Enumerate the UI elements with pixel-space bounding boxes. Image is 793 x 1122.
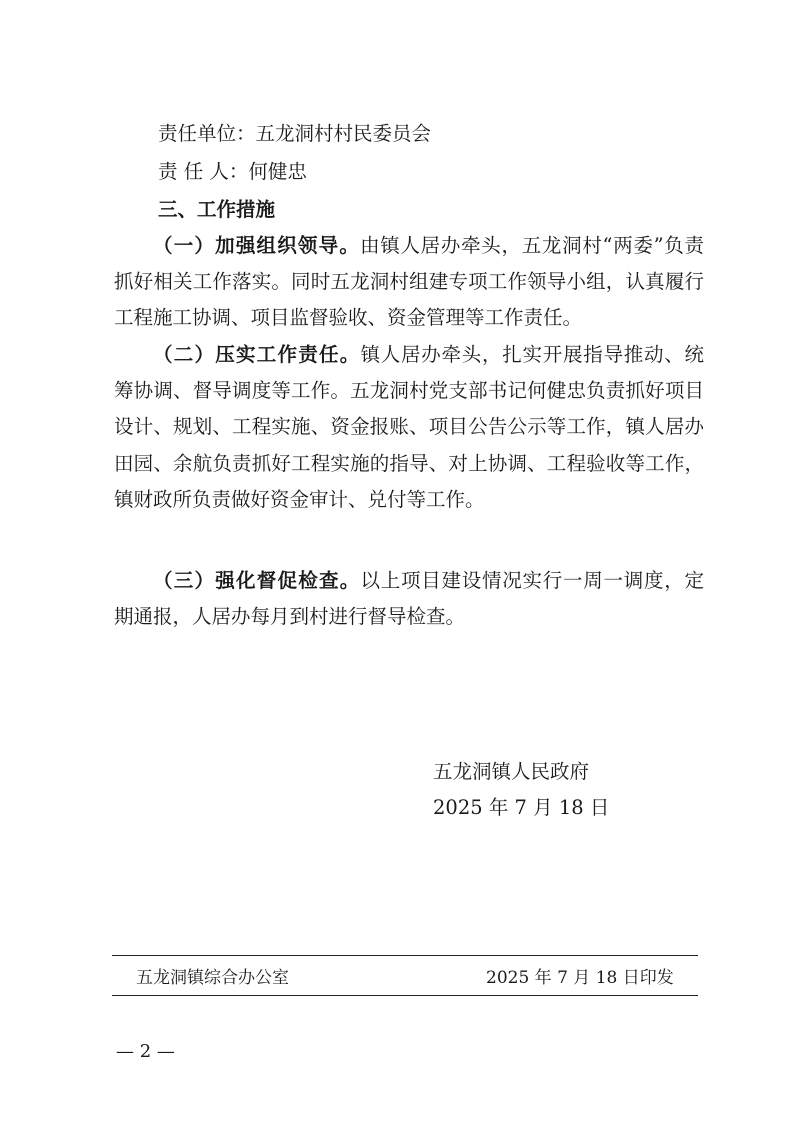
section-heading: 三、工作措施: [158, 198, 276, 221]
signature-date: 2025 年 7 月 18 日: [433, 796, 610, 819]
measure-paragraph-2: [114, 337, 704, 518]
footer-bottom-rule: [112, 995, 698, 996]
responsible-unit-label: 责任单位：: [158, 122, 256, 145]
measure-lead-2: （二）压实工作责任。: [153, 343, 361, 366]
responsible-person-value: 何健忠: [248, 160, 307, 183]
measure-paragraph-3: [114, 563, 704, 635]
measure-text-3: 以上项目建设情况实行一周一调度，定期通报，人居办每月到村进行督导检查。: [114, 569, 704, 629]
responsible-unit-value: 五龙洞村村民委员会: [255, 122, 432, 145]
measure-lead-1: （一）加强组织领导。: [153, 234, 361, 257]
footer-issuer: 五龙洞镇综合办公室: [136, 968, 289, 988]
measure-text-2: 镇人居办牵头，扎实开展指导推动、统筹协调、督导调度等工作。五龙洞村党支部书记何健忠负责抓好项目设计、规划、工程实施、资金报账、项目公告公示等工作，镇人居办田园、余航负责抓好工程实施的指导、对上协调、工程验收等工作，镇财政所负责做好资金审计、兑付等工作。: [114, 343, 704, 511]
responsible-person-line: [158, 158, 307, 186]
responsible-unit-line: [158, 120, 431, 148]
signature-org: 五龙洞镇人民政府: [433, 760, 590, 783]
measure-paragraph-1: [114, 228, 704, 337]
measure-text-1: 由镇人居办牵头，五龙洞村“两委”负责抓好相关工作落实。同时五龙洞村组建专项工作领导小组，认真履行工程施工协调、项目监督验收、资金管理等工作责任。: [114, 234, 704, 330]
responsible-person-label: 责 任 人：: [158, 160, 249, 183]
footer-issue-date: 2025 年 7 月 18 日印发: [486, 968, 674, 988]
page-number: — 2 —: [116, 1041, 175, 1062]
measure-lead-3: （三）强化督促检查。: [153, 569, 361, 592]
footer-top-rule: [112, 955, 698, 956]
